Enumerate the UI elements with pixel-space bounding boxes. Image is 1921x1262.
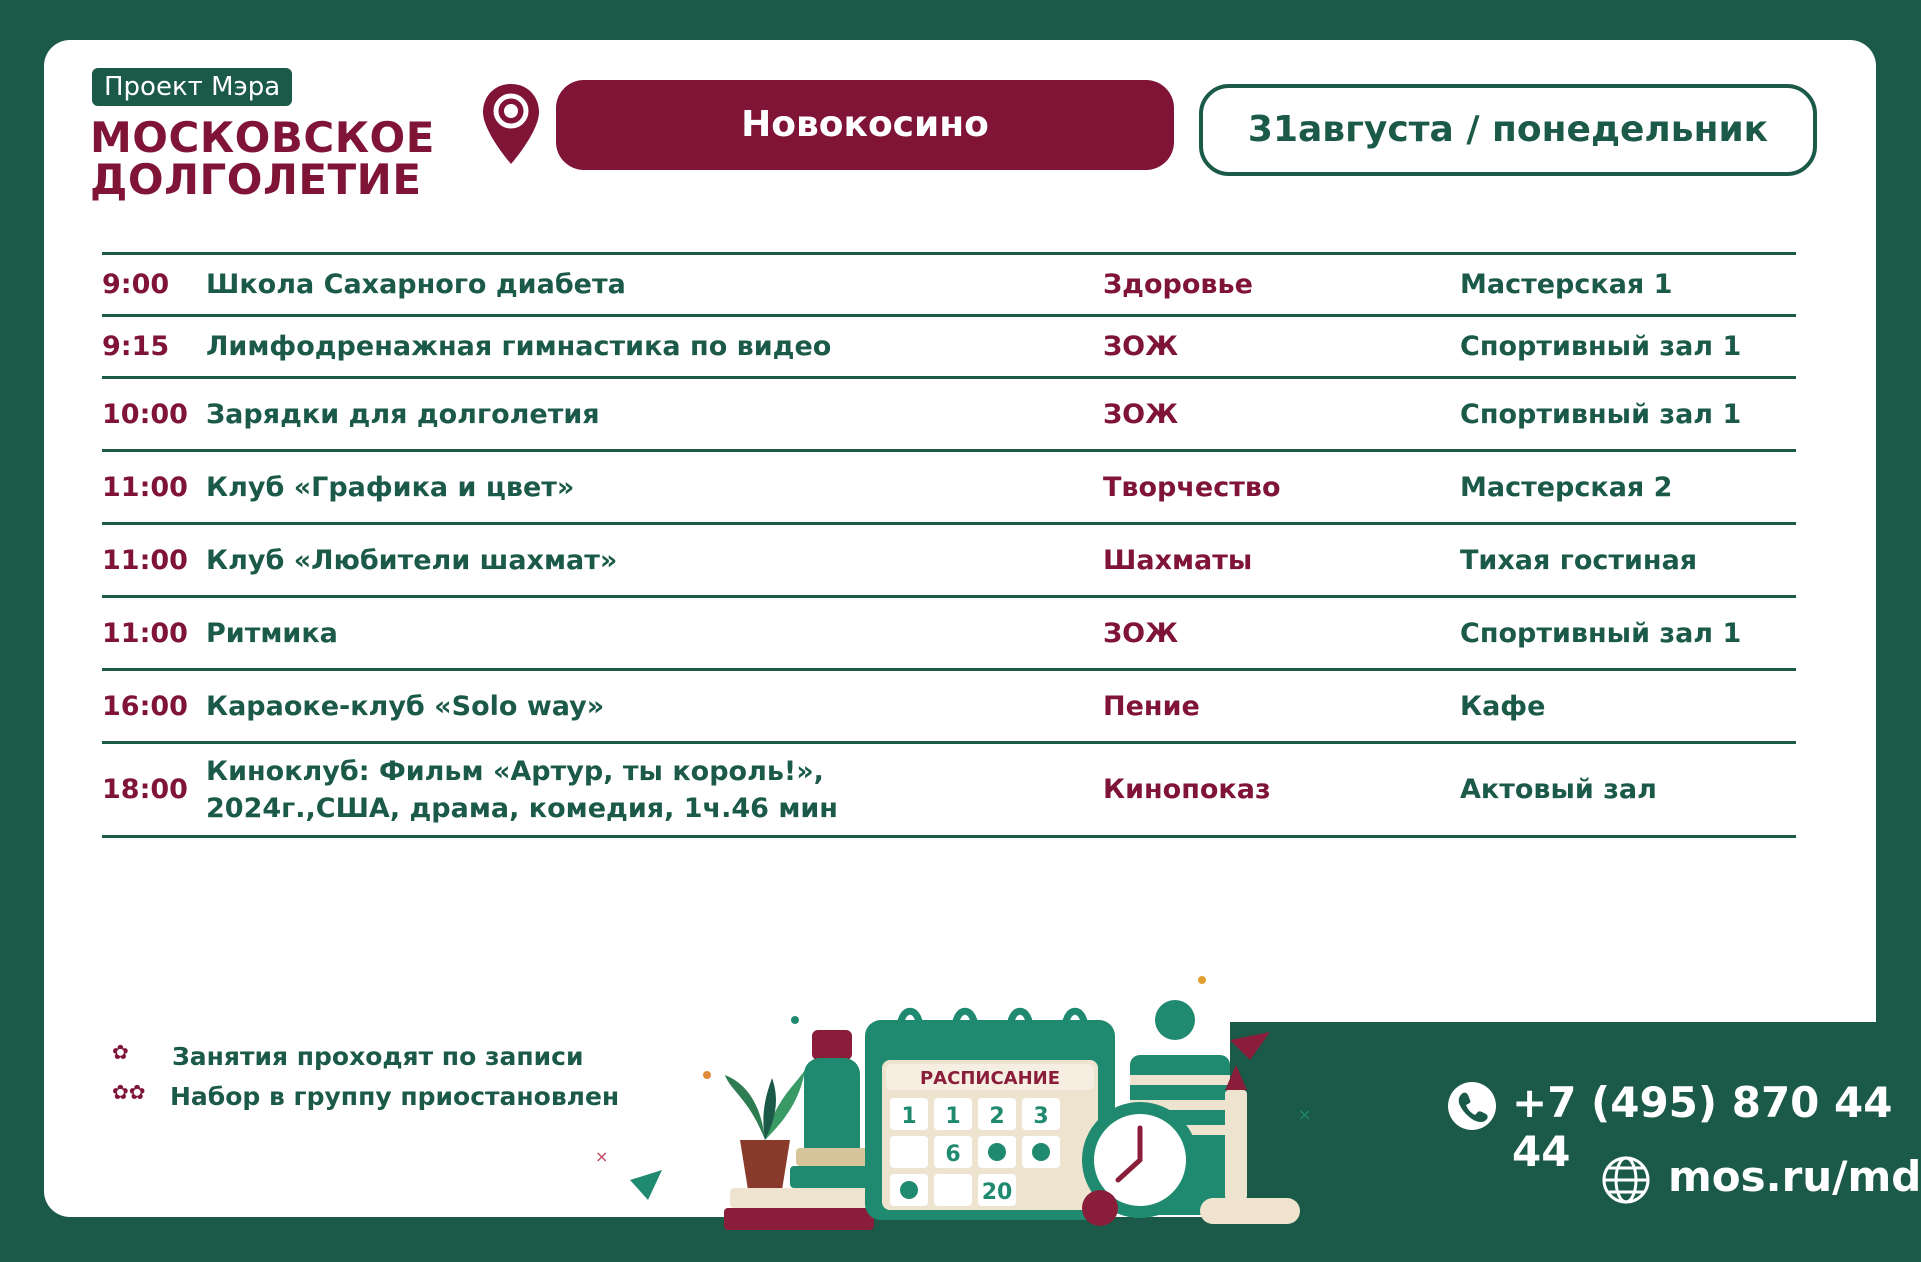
row-time: 9:15 xyxy=(102,331,170,362)
row-title: Школа Сахарного диабета xyxy=(206,269,626,300)
row-category: Пение xyxy=(1103,690,1200,722)
location-pill: Новокосино xyxy=(556,80,1174,170)
table-row xyxy=(102,379,1796,452)
schedule-table xyxy=(102,252,1796,838)
table-row xyxy=(102,317,1796,379)
logo-line-1: МОСКОВСКОЕ xyxy=(90,113,435,162)
row-room: Кафе xyxy=(1460,690,1546,722)
calendar-number: 1 xyxy=(901,1104,917,1129)
row-category: ЗОЖ xyxy=(1103,398,1179,430)
row-room: Спортивный зал 1 xyxy=(1460,331,1742,362)
website-link[interactable]: mos.ru/md xyxy=(1668,1152,1921,1201)
calendar-number: 3 xyxy=(1033,1104,1049,1129)
calendar-number: 6 xyxy=(945,1142,961,1167)
row-title: Клуб «Любители шахмат» xyxy=(206,544,618,576)
row-title: Лимфодренажная гимнастика по видео xyxy=(206,331,832,362)
row-category: Шахматы xyxy=(1103,544,1253,576)
project-badge: Проект Мэра xyxy=(92,68,292,106)
calendar-number: 1 xyxy=(945,1104,961,1129)
calendar-number: 20 xyxy=(981,1180,1013,1205)
date-pill: 31августа / понедельник xyxy=(1199,84,1817,176)
row-room: Тихая гостиная xyxy=(1460,544,1698,576)
row-time: 11:00 xyxy=(102,617,188,649)
row-room: Актовый зал xyxy=(1460,774,1657,805)
phone-icon xyxy=(1446,1080,1498,1132)
calendar-number: 2 xyxy=(989,1104,1005,1129)
row-category: Кинопоказ xyxy=(1103,774,1271,805)
table-row xyxy=(102,525,1796,598)
row-title: Ритмика xyxy=(206,617,338,649)
row-title: Киноклуб: Фильм «Артур, ты король!», 2024г.,США, драма, комедия, 1ч.46 мин xyxy=(206,755,838,824)
note-mark-icon: ✿✿ xyxy=(112,1080,146,1104)
phone-number[interactable]: +7 (495) 870 44 44 xyxy=(1512,1078,1893,1176)
row-time: 9:00 xyxy=(102,269,170,300)
note-text: Набор в группу приостановлен xyxy=(170,1082,620,1111)
row-time: 10:00 xyxy=(102,398,188,430)
row-room: Мастерская 1 xyxy=(1460,269,1673,300)
row-time: 11:00 xyxy=(102,544,188,576)
row-category: Творчество xyxy=(1103,471,1281,503)
row-category: ЗОЖ xyxy=(1103,617,1179,649)
table-row xyxy=(102,255,1796,317)
row-room: Мастерская 2 xyxy=(1460,471,1673,503)
globe-icon xyxy=(1600,1154,1652,1206)
row-category: Здоровье xyxy=(1103,269,1253,300)
calendar-illustration xyxy=(590,960,1310,1240)
row-title: Зарядки для долголетия xyxy=(206,398,600,430)
calendar-title: РАСПИСАНИЕ xyxy=(919,1068,1061,1089)
row-title: Клуб «Графика и цвет» xyxy=(206,471,575,503)
table-row xyxy=(102,598,1796,671)
logo-line-2: ДОЛГОЛЕТИЕ xyxy=(90,155,422,204)
map-pin-icon xyxy=(480,82,542,168)
row-room: Спортивный зал 1 xyxy=(1460,398,1742,430)
table-row xyxy=(102,671,1796,744)
row-time: 16:00 xyxy=(102,690,188,722)
table-row xyxy=(102,452,1796,525)
row-time: 18:00 xyxy=(102,774,188,805)
table-row xyxy=(102,744,1796,838)
note-text: Занятия проходят по записи xyxy=(172,1042,584,1071)
row-title: Караоке-клуб «Solo way» xyxy=(206,690,605,722)
svg-text:×: × xyxy=(1298,1105,1312,1124)
row-category: ЗОЖ xyxy=(1103,331,1179,362)
row-room: Спортивный зал 1 xyxy=(1460,617,1742,649)
svg-text:×: × xyxy=(595,1147,609,1166)
note-mark-icon: ✿ xyxy=(112,1040,129,1064)
row-time: 11:00 xyxy=(102,471,188,503)
